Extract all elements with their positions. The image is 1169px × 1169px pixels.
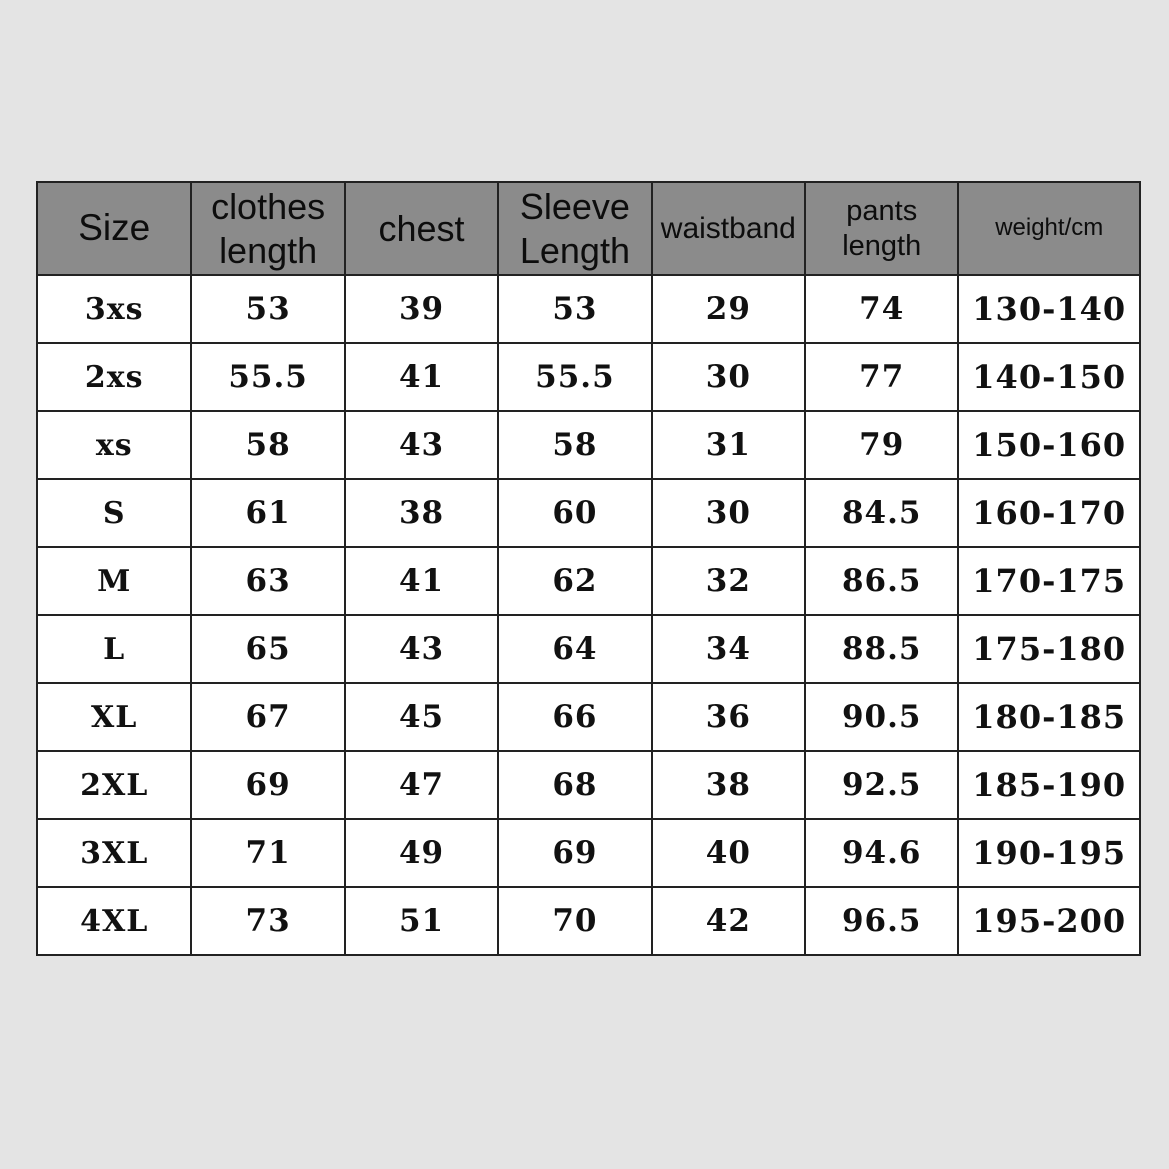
cell-sleeve-length: 62	[498, 547, 651, 615]
cell-weight: 160-170	[958, 479, 1140, 547]
header-clothes-length-line1: clothes	[211, 186, 326, 228]
cell-chest: 47	[345, 751, 498, 819]
header-chest-label: chest	[378, 207, 465, 249]
cell-sleeve-length: 64	[498, 615, 651, 683]
cell-size: L	[37, 615, 191, 683]
cell-weight: 130-140	[958, 275, 1140, 343]
cell-size: 3xs	[37, 275, 191, 343]
cell-sleeve-length: 68	[498, 751, 651, 819]
cell-chest: 43	[345, 615, 498, 683]
cell-clothes-length: 73	[191, 887, 344, 955]
cell-clothes-length: 65	[191, 615, 344, 683]
cell-sleeve-length: 58	[498, 411, 651, 479]
header-pants-length-line2: length	[842, 229, 922, 262]
cell-clothes-length: 69	[191, 751, 344, 819]
header-sleeve-length-line1: Sleeve	[519, 186, 630, 228]
cell-pants-length: 94.6	[805, 819, 958, 887]
table-row	[37, 411, 1140, 479]
table-row	[37, 615, 1140, 683]
cell-weight: 185-190	[958, 751, 1140, 819]
cell-waistband: 32	[652, 547, 805, 615]
cell-clothes-length: 67	[191, 683, 344, 751]
cell-chest: 49	[345, 819, 498, 887]
cell-pants-length: 79	[805, 411, 958, 479]
cell-pants-length: 86.5	[805, 547, 958, 615]
size-chart-table	[36, 181, 1141, 956]
cell-waistband: 40	[652, 819, 805, 887]
cell-weight: 170-175	[958, 547, 1140, 615]
cell-waistband: 36	[652, 683, 805, 751]
cell-chest: 41	[345, 343, 498, 411]
cell-weight: 190-195	[958, 819, 1140, 887]
cell-chest: 45	[345, 683, 498, 751]
header-waistband	[652, 182, 805, 275]
cell-pants-length: 77	[805, 343, 958, 411]
cell-weight: 175-180	[958, 615, 1140, 683]
table-row	[37, 479, 1140, 547]
cell-pants-length: 84.5	[805, 479, 958, 547]
cell-pants-length: 96.5	[805, 887, 958, 955]
table-row	[37, 751, 1140, 819]
cell-size: M	[37, 547, 191, 615]
header-sleeve-length-line2: Length	[519, 229, 630, 271]
header-pants-length	[805, 182, 958, 275]
header-waistband-label: waistband	[660, 211, 796, 245]
cell-sleeve-length: 60	[498, 479, 651, 547]
cell-weight: 140-150	[958, 343, 1140, 411]
header-weight-label: weight/cm	[995, 214, 1104, 242]
cell-chest: 51	[345, 887, 498, 955]
cell-sleeve-length: 53	[498, 275, 651, 343]
cell-clothes-length: 61	[191, 479, 344, 547]
cell-size: 2XL	[37, 751, 191, 819]
cell-pants-length: 90.5	[805, 683, 958, 751]
header-sleeve-length	[498, 182, 651, 275]
cell-size: 4XL	[37, 887, 191, 955]
header-clothes-length	[191, 182, 344, 275]
cell-weight: 195-200	[958, 887, 1140, 955]
cell-waistband: 29	[652, 275, 805, 343]
cell-chest: 38	[345, 479, 498, 547]
table-row	[37, 547, 1140, 615]
cell-size: S	[37, 479, 191, 547]
header-pants-length-line1: pants	[846, 194, 918, 227]
header-row	[37, 182, 1140, 275]
table-row	[37, 887, 1140, 955]
cell-waistband: 38	[652, 751, 805, 819]
header-clothes-length-line2: length	[219, 229, 318, 271]
cell-clothes-length: 53	[191, 275, 344, 343]
cell-size: 3XL	[37, 819, 191, 887]
cell-size: xs	[37, 411, 191, 479]
cell-weight: 150-160	[958, 411, 1140, 479]
cell-waistband: 42	[652, 887, 805, 955]
cell-clothes-length: 58	[191, 411, 344, 479]
cell-pants-length: 74	[805, 275, 958, 343]
table-row	[37, 683, 1140, 751]
cell-clothes-length: 55.5	[191, 343, 344, 411]
cell-weight: 180-185	[958, 683, 1140, 751]
cell-sleeve-length: 55.5	[498, 343, 651, 411]
cell-clothes-length: 63	[191, 547, 344, 615]
table-row	[37, 275, 1140, 343]
cell-waistband: 30	[652, 479, 805, 547]
cell-chest: 43	[345, 411, 498, 479]
cell-size: 2xs	[37, 343, 191, 411]
header-size-label: Size	[78, 207, 151, 249]
cell-clothes-length: 71	[191, 819, 344, 887]
cell-sleeve-length: 66	[498, 683, 651, 751]
cell-pants-length: 88.5	[805, 615, 958, 683]
cell-waistband: 30	[652, 343, 805, 411]
cell-waistband: 31	[652, 411, 805, 479]
header-chest	[345, 182, 498, 275]
table-row	[37, 343, 1140, 411]
header-weight	[958, 182, 1140, 275]
cell-chest: 41	[345, 547, 498, 615]
cell-sleeve-length: 69	[498, 819, 651, 887]
cell-waistband: 34	[652, 615, 805, 683]
cell-chest: 39	[345, 275, 498, 343]
cell-pants-length: 92.5	[805, 751, 958, 819]
table-row	[37, 819, 1140, 887]
cell-size: XL	[37, 683, 191, 751]
header-size	[37, 182, 191, 275]
cell-sleeve-length: 70	[498, 887, 651, 955]
